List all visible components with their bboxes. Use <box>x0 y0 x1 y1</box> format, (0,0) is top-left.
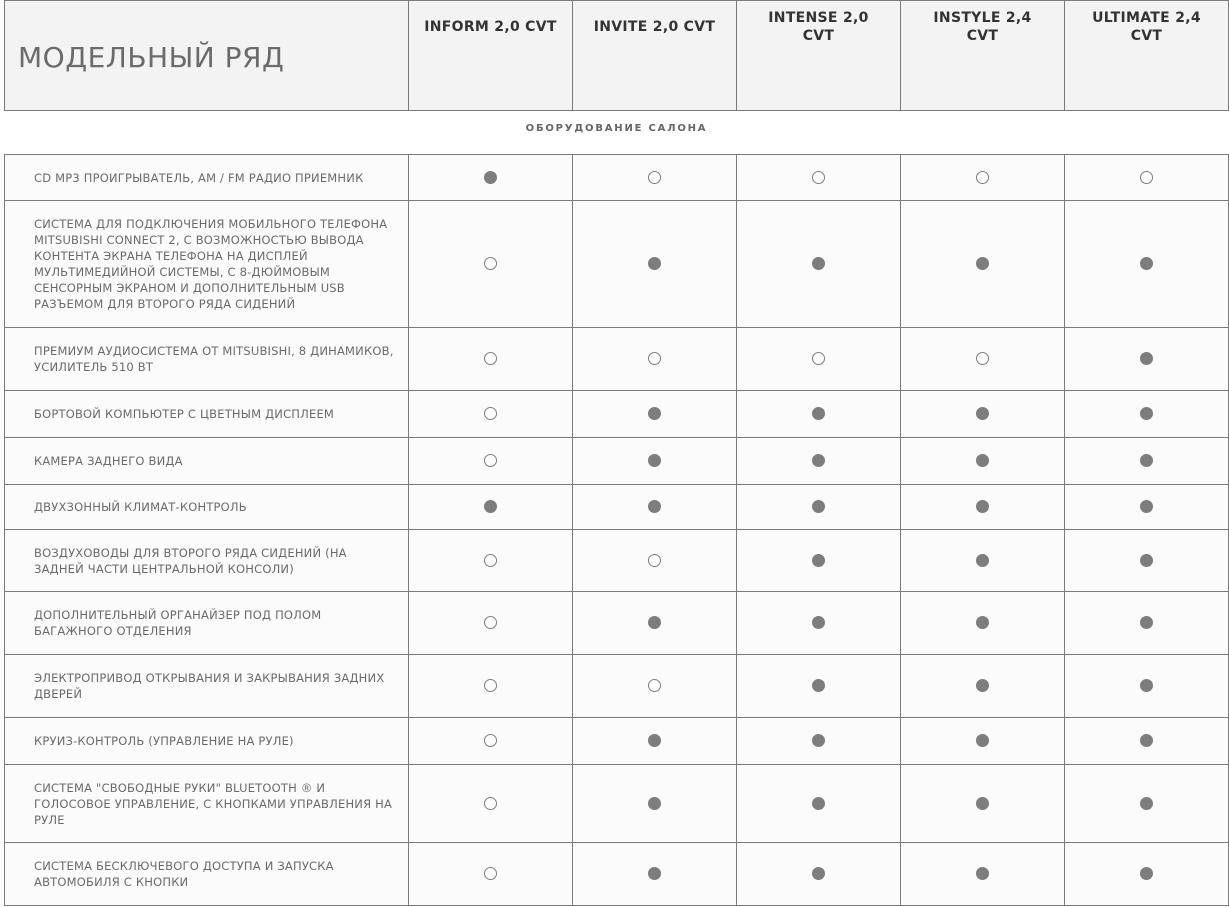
filled-circle-icon <box>1140 679 1153 692</box>
table-row <box>5 391 1229 438</box>
table-row <box>5 592 1229 655</box>
availability-cell <box>901 391 1065 438</box>
filled-circle-icon <box>648 867 661 880</box>
filled-circle-icon <box>1140 554 1153 567</box>
filled-circle-icon <box>1140 352 1153 365</box>
empty-circle-icon <box>648 679 661 692</box>
empty-circle-icon <box>484 867 497 880</box>
availability-cell <box>573 718 737 765</box>
filled-circle-icon <box>1140 454 1153 467</box>
availability-cell <box>1065 391 1229 438</box>
availability-cell <box>901 718 1065 765</box>
model-column-header[interactable] <box>573 1 737 111</box>
availability-cell <box>1065 843 1229 906</box>
empty-circle-icon <box>648 554 661 567</box>
filled-circle-icon <box>1140 797 1153 810</box>
availability-cell <box>573 655 737 718</box>
model-name: INVITE 2,0 CVT <box>593 19 716 35</box>
filled-circle-icon <box>976 454 989 467</box>
availability-cell <box>573 438 737 485</box>
filled-circle-icon <box>976 797 989 810</box>
empty-circle-icon <box>484 734 497 747</box>
filled-circle-icon <box>1140 500 1153 513</box>
empty-circle-icon <box>976 171 989 184</box>
availability-cell <box>409 765 573 843</box>
feature-name: СИСТЕМА ДЛЯ ПОДКЛЮЧЕНИЯ МОБИЛЬНОГО ТЕЛЕФОНА MITSUBISHI CONNECT 2, С ВОЗМОЖНОСТЬЮ ВЫВОДА КОНТЕНТА ЭКРАНА ТЕЛЕФОНА НА ДИСПЛЕЙ МУЛЬТИМЕДИЙНОЙ СИСТЕМЫ, С 8-ДЮЙМОВЫМ СЕНСОРНЫМ ЭКРАНОМ И ДОПОЛНИТЕЛЬНЫМ USB РАЗЪЕМОМ ДЛЯ ВТОРОГО РЯДА СИДЕНИЙ <box>5 201 409 328</box>
filled-circle-icon <box>648 257 661 270</box>
availability-cell <box>409 718 573 765</box>
empty-circle-icon <box>484 797 497 810</box>
availability-cell <box>737 655 901 718</box>
availability-cell <box>1065 655 1229 718</box>
table-row <box>5 155 1229 201</box>
filled-circle-icon <box>812 679 825 692</box>
availability-cell <box>573 201 737 328</box>
empty-circle-icon <box>648 352 661 365</box>
model-column-header[interactable] <box>901 1 1065 111</box>
feature-name: СИСТЕМА БЕСКЛЮЧЕВОГО ДОСТУПА И ЗАПУСКА АВТОМОБИЛЯ С КНОПКИ <box>5 843 409 906</box>
availability-cell <box>409 391 573 438</box>
filled-circle-icon <box>648 734 661 747</box>
section-header-cell <box>5 111 1229 155</box>
availability-cell <box>573 328 737 391</box>
feature-name: ПРЕМИУМ АУДИОСИСТЕМА ОТ MITSUBISHI, 8 ДИНАМИКОВ, УСИЛИТЕЛЬ 510 ВТ <box>5 328 409 391</box>
empty-circle-icon <box>812 171 825 184</box>
availability-cell <box>1065 201 1229 328</box>
table-row <box>5 485 1229 530</box>
availability-cell <box>409 843 573 906</box>
model-column-header[interactable] <box>737 1 901 111</box>
section-header-row <box>5 111 1229 155</box>
availability-cell <box>409 530 573 592</box>
availability-cell <box>1065 765 1229 843</box>
availability-cell <box>901 438 1065 485</box>
availability-cell <box>573 155 737 201</box>
availability-cell <box>1065 328 1229 391</box>
filled-circle-icon <box>812 407 825 420</box>
availability-cell <box>901 485 1065 530</box>
filled-circle-icon <box>648 616 661 629</box>
feature-name: ДОПОЛНИТЕЛЬНЫЙ ОРГАНАЙЗЕР ПОД ПОЛОМ БАГАЖНОГО ОТДЕЛЕНИЯ <box>5 592 409 655</box>
availability-cell <box>409 155 573 201</box>
filled-circle-icon <box>812 616 825 629</box>
feature-name: БОРТОВОЙ КОМПЬЮТЕР С ЦВЕТНЫМ ДИСПЛЕЕМ <box>5 391 409 438</box>
feature-name: CD MP3 ПРОИГРЫВАТЕЛЬ, AM / FM РАДИО ПРИЕМНИК <box>5 155 409 201</box>
availability-cell <box>901 328 1065 391</box>
availability-cell <box>573 530 737 592</box>
availability-cell <box>737 391 901 438</box>
filled-circle-icon <box>1140 257 1153 270</box>
filled-circle-icon <box>976 257 989 270</box>
availability-cell <box>737 485 901 530</box>
filled-circle-icon <box>812 734 825 747</box>
title-cell <box>5 1 409 111</box>
spec-table-container <box>4 0 1227 906</box>
model-name: INFORM 2,0 CVT <box>424 19 557 35</box>
filled-circle-icon <box>812 454 825 467</box>
empty-circle-icon <box>812 352 825 365</box>
table-row <box>5 843 1229 906</box>
availability-cell <box>573 592 737 655</box>
filled-circle-icon <box>1140 616 1153 629</box>
availability-cell <box>737 201 901 328</box>
model-name: ULTIMATE 2,4 CVT <box>1092 10 1201 44</box>
model-column-header[interactable] <box>1065 1 1229 111</box>
table-row <box>5 530 1229 592</box>
filled-circle-icon <box>976 407 989 420</box>
availability-cell <box>1065 485 1229 530</box>
filled-circle-icon <box>484 171 497 184</box>
empty-circle-icon <box>484 616 497 629</box>
feature-name: ДВУХЗОННЫЙ КЛИМАТ-КОНТРОЛЬ <box>5 485 409 530</box>
model-name: INTENSE 2,0 CVT <box>768 10 869 44</box>
table-row <box>5 201 1229 328</box>
availability-cell <box>901 765 1065 843</box>
filled-circle-icon <box>1140 407 1153 420</box>
availability-cell <box>409 201 573 328</box>
availability-cell <box>409 655 573 718</box>
page-title: МОДЕЛЬНЫЙ РЯД <box>18 41 285 74</box>
filled-circle-icon <box>976 734 989 747</box>
table-row <box>5 765 1229 843</box>
availability-cell <box>901 592 1065 655</box>
availability-cell <box>1065 530 1229 592</box>
table-row <box>5 718 1229 765</box>
table-row <box>5 438 1229 485</box>
filled-circle-icon <box>812 500 825 513</box>
table-row <box>5 328 1229 391</box>
availability-cell <box>573 485 737 530</box>
availability-cell <box>737 530 901 592</box>
availability-cell <box>573 843 737 906</box>
empty-circle-icon <box>484 454 497 467</box>
availability-cell <box>573 391 737 438</box>
availability-cell <box>737 843 901 906</box>
empty-circle-icon <box>484 554 497 567</box>
availability-cell <box>737 592 901 655</box>
availability-cell <box>901 530 1065 592</box>
model-column-header[interactable] <box>409 1 573 111</box>
empty-circle-icon <box>484 679 497 692</box>
filled-circle-icon <box>976 867 989 880</box>
filled-circle-icon <box>1140 867 1153 880</box>
availability-cell <box>737 155 901 201</box>
empty-circle-icon <box>976 352 989 365</box>
availability-cell <box>409 592 573 655</box>
filled-circle-icon <box>1140 734 1153 747</box>
feature-name: КАМЕРА ЗАДНЕГО ВИДА <box>5 438 409 485</box>
filled-circle-icon <box>812 554 825 567</box>
availability-cell <box>1065 592 1229 655</box>
availability-cell <box>737 765 901 843</box>
availability-cell <box>901 201 1065 328</box>
availability-cell <box>1065 155 1229 201</box>
availability-cell <box>737 328 901 391</box>
filled-circle-icon <box>976 554 989 567</box>
equipment-comparison-table <box>4 0 1229 906</box>
feature-name: ВОЗДУХОВОДЫ ДЛЯ ВТОРОГО РЯДА СИДЕНИЙ (НА ЗАДНЕЙ ЧАСТИ ЦЕНТРАЛЬНОЙ КОНСОЛИ) <box>5 530 409 592</box>
availability-cell <box>573 765 737 843</box>
empty-circle-icon <box>484 257 497 270</box>
empty-circle-icon <box>484 407 497 420</box>
availability-cell <box>901 155 1065 201</box>
availability-cell <box>901 843 1065 906</box>
filled-circle-icon <box>648 407 661 420</box>
model-name: INSTYLE 2,4 CVT <box>933 10 1032 44</box>
filled-circle-icon <box>812 797 825 810</box>
empty-circle-icon <box>648 171 661 184</box>
availability-cell <box>737 718 901 765</box>
filled-circle-icon <box>812 867 825 880</box>
section-label: ОБОРУДОВАНИЕ САЛОНА <box>525 122 708 134</box>
filled-circle-icon <box>648 797 661 810</box>
availability-cell <box>901 655 1065 718</box>
feature-name: КРУИЗ-КОНТРОЛЬ (УПРАВЛЕНИЕ НА РУЛЕ) <box>5 718 409 765</box>
availability-cell <box>409 328 573 391</box>
empty-circle-icon <box>484 352 497 365</box>
table-header-row <box>5 1 1229 111</box>
filled-circle-icon <box>812 257 825 270</box>
availability-cell <box>409 438 573 485</box>
feature-name: ЭЛЕКТРОПРИВОД ОТКРЫВАНИЯ И ЗАКРЫВАНИЯ ЗАДНИХ ДВЕРЕЙ <box>5 655 409 718</box>
availability-cell <box>1065 438 1229 485</box>
filled-circle-icon <box>976 679 989 692</box>
filled-circle-icon <box>484 500 497 513</box>
filled-circle-icon <box>976 500 989 513</box>
availability-cell <box>409 485 573 530</box>
filled-circle-icon <box>976 616 989 629</box>
feature-name: СИСТЕМА "СВОБОДНЫЕ РУКИ" BLUETOOTH ® И ГОЛОСОВОЕ УПРАВЛЕНИЕ, С КНОПКАМИ УПРАВЛЕНИЯ НА РУЛЕ <box>5 765 409 843</box>
table-row <box>5 655 1229 718</box>
filled-circle-icon <box>648 500 661 513</box>
availability-cell <box>737 438 901 485</box>
empty-circle-icon <box>1140 171 1153 184</box>
availability-cell <box>1065 718 1229 765</box>
filled-circle-icon <box>648 454 661 467</box>
